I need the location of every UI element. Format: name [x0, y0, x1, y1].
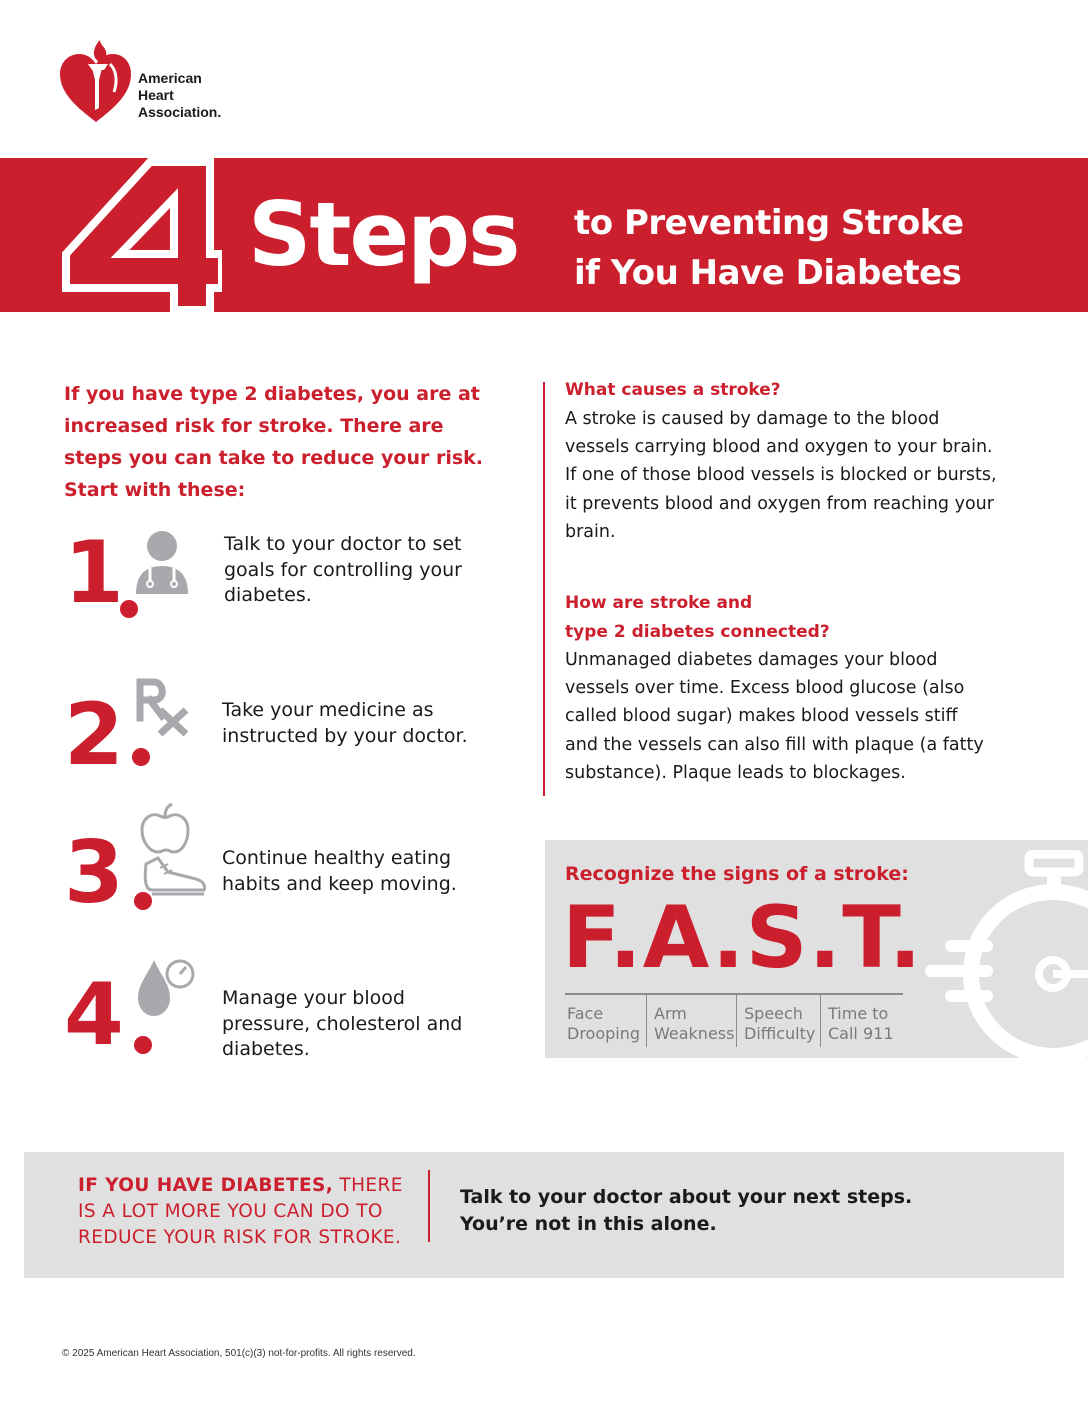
banner-subtitle-line-2: if You Have Diabetes	[574, 253, 962, 293]
callout-divider	[428, 1170, 430, 1242]
banner-subtitle	[574, 198, 964, 298]
section-body-causes: A stroke is caused by damage to the blood vessels carrying blood and oxygen to your brain. If one of those blood vessels is blocked or bursts, it prevents blood and oxygen from reaching your brain.	[565, 409, 997, 542]
fast-item-line-1: Time to	[828, 1004, 889, 1023]
divider-line	[543, 382, 545, 796]
apple-sneaker-icon	[138, 802, 210, 898]
step-text-3: Continue healthy eating habits and keep moving.	[222, 847, 457, 895]
heading-line-1: How are stroke and	[565, 593, 753, 613]
step-number-4: 4	[64, 965, 120, 1065]
section-heading-connected	[565, 589, 830, 647]
aha-logo	[58, 30, 248, 130]
step-text-1: Talk to your doctor to set goals for controlling your diabetes.	[224, 533, 462, 606]
fast-item-time	[828, 1004, 894, 1044]
fast-item-line-2: Call 911	[828, 1024, 894, 1043]
fast-heading: Recognize the signs of a stroke:	[565, 863, 909, 885]
doctor-icon	[132, 530, 192, 596]
fast-item-speech	[744, 1004, 815, 1044]
intro-text: If you have type 2 diabetes, you are at increased risk for stroke. There are steps you can take to reduce your risk. Start with these:	[64, 383, 484, 501]
fast-item-line-1: Speech	[744, 1004, 803, 1023]
callout-left	[78, 1173, 423, 1251]
section-body-connected: Unmanaged diabetes damages your blood vessels over time. Excess blood glucose (also called blood sugar) makes blood vessels stiff and the vessels can also fill with plaque (a fatty substance). Plaque leads to blockages.	[565, 650, 984, 783]
section-heading-causes: What causes a stroke?	[565, 380, 781, 400]
fast-item-line-1: Face	[567, 1004, 604, 1023]
callout-right	[460, 1184, 912, 1238]
banner-subtitle-line-1: to Preventing Stroke	[574, 203, 964, 243]
fast-separator	[820, 995, 821, 1047]
step-dot-2	[132, 748, 150, 766]
fast-acronym: F.A.S.T.	[562, 888, 923, 988]
callout-left-rest: THERE IS A LOT MORE YOU CAN DO TO REDUCE YOUR RISK FOR STROKE.	[78, 1175, 403, 1248]
aha-wordmark	[138, 70, 221, 121]
step-dot-4	[134, 1036, 152, 1054]
wordmark-line-3: Association.	[138, 104, 222, 120]
copyright-text: © 2025 American Heart Association, 501(c)(3) not-for-profits. All rights reserved.	[62, 1348, 416, 1359]
heart-torch-icon	[58, 30, 133, 125]
fast-item-line-2: Drooping	[567, 1024, 641, 1043]
callout-right-line-2: You’re not in this alone.	[460, 1213, 717, 1235]
callout-right-line-1: Talk to your doctor about your next steps.	[460, 1186, 913, 1208]
step-number-1: 1	[64, 523, 120, 623]
fast-item-line-1: Arm	[654, 1004, 687, 1023]
fast-item-line-2: Difficulty	[744, 1024, 816, 1043]
wordmark-line-2: Heart	[138, 87, 174, 103]
callout-left-bold: IF YOU HAVE DIABETES,	[78, 1175, 334, 1196]
stopwatch-icon	[925, 850, 1088, 1058]
fast-item-face	[567, 1004, 640, 1044]
step-dot-1	[120, 600, 138, 618]
step-text-2: Take your medicine as instructed by your doctor.	[222, 699, 468, 747]
fast-separator	[646, 995, 647, 1047]
step-text-4: Manage your blood pressure, cholesterol and diabetes.	[222, 987, 463, 1060]
fast-item-arm	[654, 1004, 734, 1044]
rx-icon	[136, 676, 192, 736]
step-number-3: 3	[64, 823, 120, 923]
step-number-2: 2	[64, 685, 120, 785]
fast-item-line-2: Weakness	[654, 1024, 735, 1043]
banner-title: Steps	[248, 183, 519, 286]
heading-line-2: type 2 diabetes connected?	[565, 622, 830, 642]
fast-separator	[736, 995, 737, 1047]
big-number-4	[62, 158, 222, 312]
blood-drop-gauge-icon	[136, 956, 196, 1018]
fast-rule	[565, 993, 903, 995]
wordmark-line-1: American	[138, 70, 202, 86]
